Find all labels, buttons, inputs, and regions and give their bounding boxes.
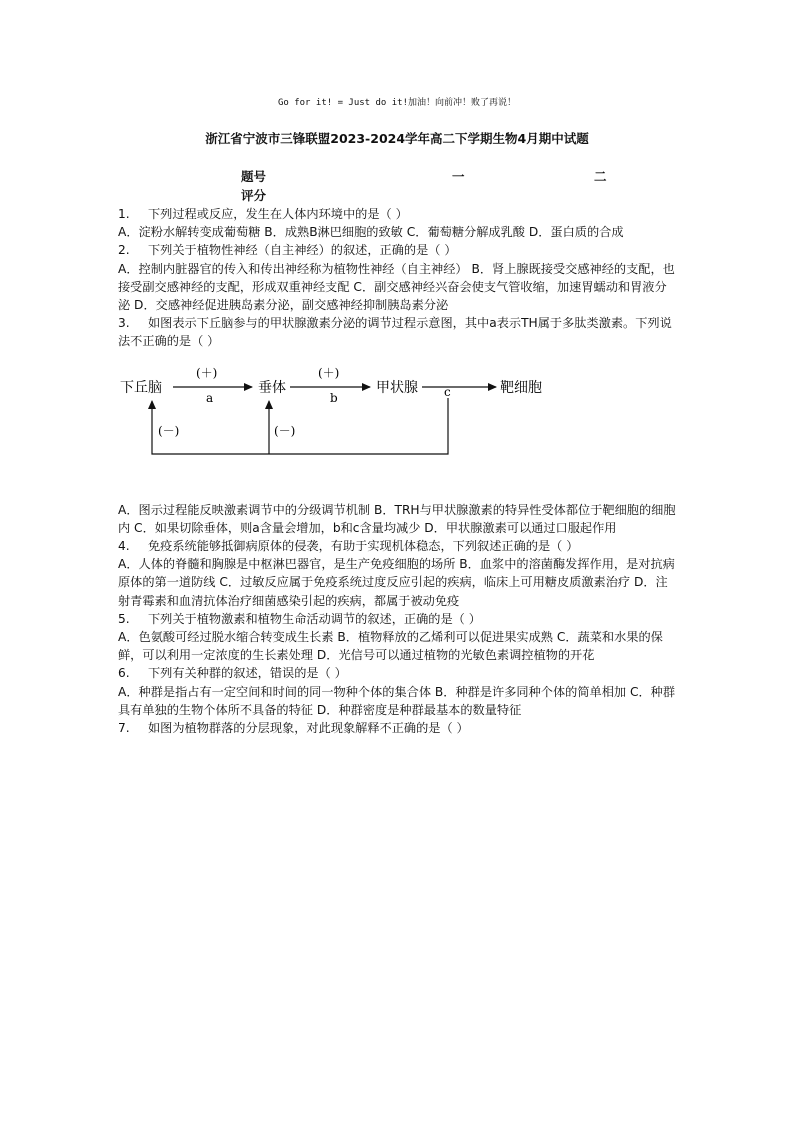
page-title: 浙江省宁波市三锋联盟2023-2024学年高二下学期生物4月期中试题 [205,131,589,146]
plus-label-2: (＋) [318,365,340,380]
question-2-stem: 2. 下列关于植物性神经（自主神经）的叙述，正确的是（ ） [118,243,457,258]
question-4-stem: 4. 免疫系统能够抵御病原体的侵袭，有助于实现机体稳态，下列叙述正确的是（ ） [118,539,579,554]
question-list [118,205,678,737]
label-a: a [206,390,214,405]
label-b: b [330,390,338,405]
minus-label-2: (－) [274,423,296,438]
minus-label-1: (－) [158,423,180,438]
label-c: c [444,384,451,399]
score-row-label: 评分 [241,188,267,203]
node-hypothalamus: 下丘脑 [120,379,162,396]
hormone-regulation-diagram [118,363,678,493]
plus-label-1: (＋) [196,365,218,380]
question-6-options: A．种群是指占有一定空间和时间的同一物种个体的集合体 B．种群是许多同种个体的简单相加 C．种群具有单独的生物个体所不具备的特征 D．种群密度是种群最基本的数量特征 [118,684,676,717]
question-1-stem: 1. 下列过程或反应，发生在人体内环境中的是（ ） [118,207,408,221]
score-col-1: 一 [452,169,465,184]
question-7-stem: 7. 如图为植物群落的分层现象，对此现象解释不正确的是（ ） [118,721,469,736]
question-6-stem: 6. 下列有关种群的叙述，错误的是（ ） [118,666,347,681]
question-4-options: A．人体的脊髓和胸腺是中枢淋巴器官，是生产免疫细胞的场所 B．血浆中的溶菌酶发挥作用，是对抗病原体的第一道防线 C．过敏反应属于免疫系统过度反应引起的疾病，临床上可用糖皮质激素治疗 D．注射青霉素和血清抗体治疗细菌感染引起的疾病，都属于被动免疫 [118,557,675,608]
score-col-label: 题号 [241,169,267,184]
node-target-cell: 靶细胞 [500,379,542,396]
question-3-options: A．图示过程能反映激素调节中的分级调节机制 B．TRH与甲状腺激素的特异性受体都位于靶细胞的细胞内 C．如果切除垂体，则a含量会增加，b和c含量均减少 D．甲状腺激素可以通过口服起作用 [118,502,676,535]
node-thyroid: 甲状腺 [376,379,418,396]
question-1-options: A．淀粉水解转变成葡萄糖 B．成熟B淋巴细胞的致敏 C．葡萄糖分解成乳酸 D．蛋白质的合成 [118,225,624,240]
header-motto: Go for it! = Just do it!加油！向前冲！败了再说！ [277,98,517,108]
question-3-stem: 3. 如图表示下丘脑参与的甲状腺激素分泌的调节过程示意图，其中a表示TH属于多肽类激素。下列说法不正确的是（ ） [118,316,672,349]
question-5-stem: 5. 下列关于植物激素和植物生命活动调节的叙述，正确的是（ ） [118,611,481,626]
node-pituitary: 垂体 [258,379,286,396]
score-col-2: 二 [594,169,607,184]
feedback-arrow-hypothalamus [152,398,448,454]
question-2-options: A．控制内脏器官的传入和传出神经称为植物性神经（自主神经） B．肾上腺既接受交感神经的支配，也接受副交感神经的支配，形成双重神经支配 C．副交感神经兴奋会使支气管收缩，加速胃蠕动和胃液分泌 D．交感神经促进胰岛素分泌，副交感神经抑制胰岛素分泌 [118,261,675,313]
question-5-options: A．色氨酸可经过脱水缩合转变成生长素 B．植物释放的乙烯利可以促进果实成熟 C．蔬菜和水果的保鲜，可以利用一定浓度的生长素处理 D．光信号可以通过植物的光敏色素调控植物的开花 [118,630,663,663]
